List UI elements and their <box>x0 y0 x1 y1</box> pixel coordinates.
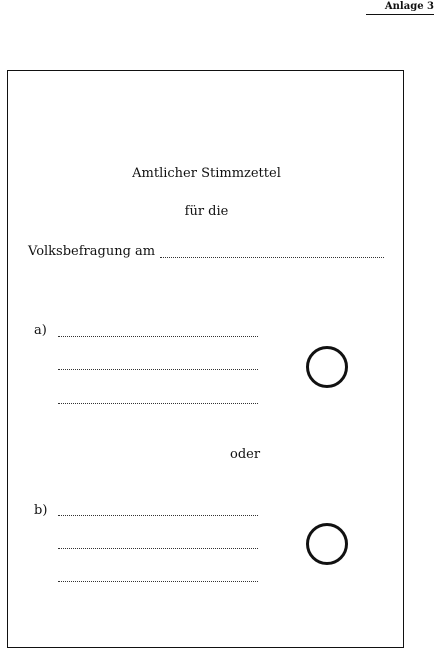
ballot-frame <box>7 70 404 648</box>
option-a-line-2[interactable] <box>58 369 258 370</box>
option-a-line-3[interactable] <box>58 403 258 404</box>
option-b-line-3[interactable] <box>58 581 258 582</box>
option-a-line-1[interactable] <box>58 336 258 337</box>
annex-label: Anlage 3 <box>366 1 434 15</box>
or-label: oder <box>230 447 261 462</box>
ballot-title: Amtlicher Stimmzettel <box>132 166 281 181</box>
option-b-line-2[interactable] <box>58 548 258 549</box>
option-b-circle[interactable] <box>306 523 348 565</box>
option-b-line-1[interactable] <box>58 515 258 516</box>
ballot-subtitle: für die <box>184 204 229 219</box>
option-a-circle[interactable] <box>306 346 348 388</box>
referendum-date-line[interactable] <box>160 257 384 258</box>
option-b-label: b) <box>34 503 48 518</box>
referendum-label: Volksbefragung am <box>28 244 156 259</box>
option-a-label: a) <box>34 323 47 338</box>
